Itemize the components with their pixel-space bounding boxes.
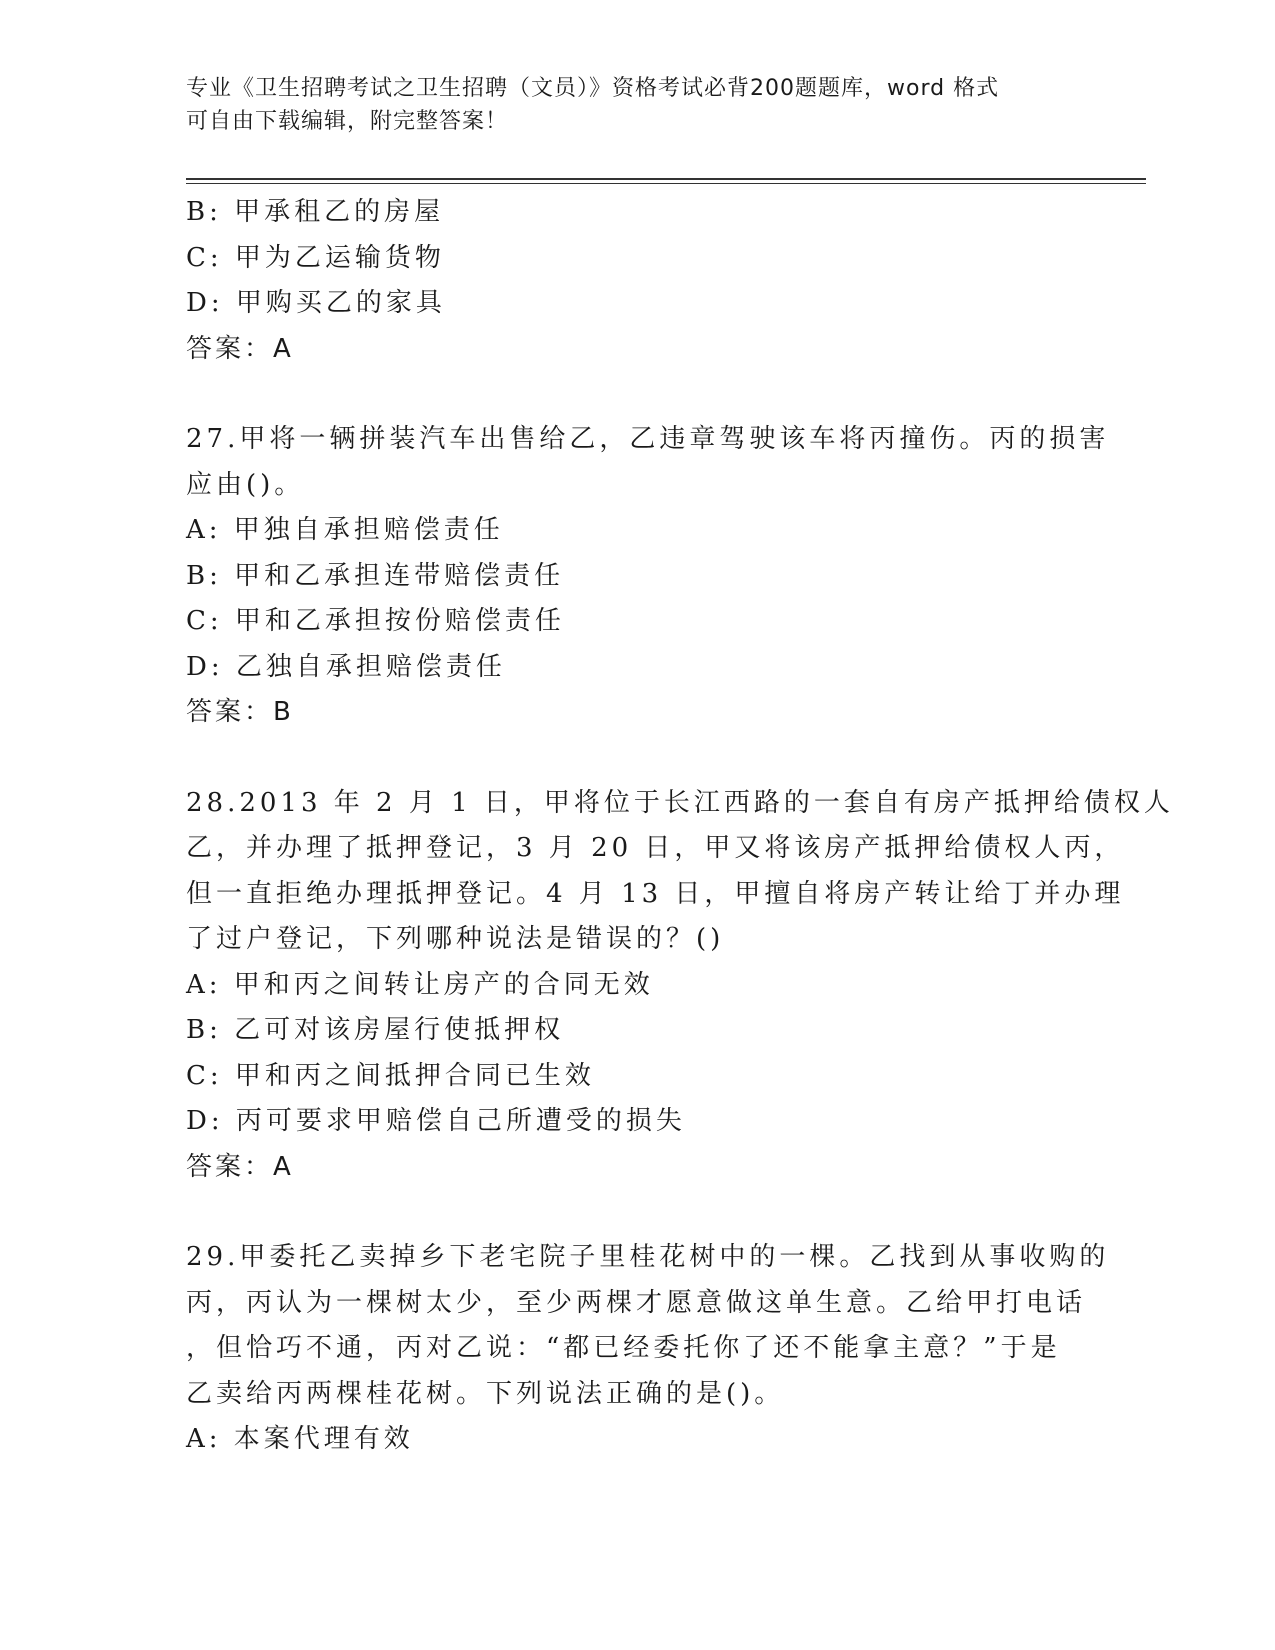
header-divider-thick bbox=[186, 178, 1146, 180]
option-d: D: 甲购买乙的家具 bbox=[186, 288, 446, 318]
question-text-line: 了过户登记，下列哪种说法是错误的？() bbox=[186, 924, 725, 954]
question-block-27 bbox=[186, 417, 1110, 736]
question-list bbox=[186, 190, 1174, 1463]
document-header bbox=[186, 72, 1066, 138]
answer-line: 答案：A bbox=[186, 333, 294, 364]
option-b: B: 甲和乙承担连带赔偿责任 bbox=[186, 560, 565, 591]
question-text-line: 27.甲将一辆拼装汽车出售给乙，乙违章驾驶该车将丙撞伤。丙的损害 bbox=[186, 424, 1110, 454]
question-text-line: 乙卖给丙两棵桂花树。下列说法正确的是()。 bbox=[186, 1378, 785, 1409]
question-block-26 bbox=[186, 190, 1086, 372]
question-text-line: 但一直拒绝办理抵押登记。4 月 13 日，甲擅自将房产转让给丁并办理 bbox=[186, 878, 1125, 909]
question-text-line: ，但恰巧不通，丙对乙说：“都已经委托你了还不能拿主意？”于是 bbox=[186, 1333, 1061, 1363]
question-text-line: 28.2013 年 2 月 1 日，甲将位于长江西路的一套自有房产抵押给债权人 bbox=[186, 787, 1174, 818]
question-text-line: 应由()。 bbox=[186, 469, 305, 500]
header-line-2: 可自由下载编辑，附完整答案！ bbox=[186, 109, 509, 134]
question-block-29 bbox=[186, 1235, 1110, 1463]
option-c: C: 甲和丙之间抵押合同已生效 bbox=[186, 1060, 595, 1091]
option-c: C: 甲为乙运输货物 bbox=[186, 242, 445, 273]
answer-line: 答案：B bbox=[186, 697, 294, 727]
question-text-line: 乙，并办理了抵押登记，3 月 20 日，甲又将该房产抵押给债权人丙， bbox=[186, 833, 1125, 863]
question-text-line: 29.甲委托乙卖掉乡下老宅院子里桂花树中的一棵。乙找到从事收购的 bbox=[186, 1242, 1110, 1272]
option-d: D: 乙独自承担赔偿责任 bbox=[186, 651, 506, 682]
option-d: D: 丙可要求甲赔偿自己所遭受的损失 bbox=[186, 1106, 686, 1136]
question-block-28 bbox=[186, 781, 1174, 1191]
option-c: C: 甲和乙承担按份赔偿责任 bbox=[186, 606, 565, 636]
header-line-1: 专业《卫生招聘考试之卫生招聘（文员）》资格考试必背200题题库，word 格式 bbox=[186, 76, 1000, 101]
option-a: A: 甲独自承担赔偿责任 bbox=[186, 515, 504, 545]
option-b: B: 乙可对该房屋行使抵押权 bbox=[186, 1015, 565, 1045]
option-a: A: 甲和丙之间转让房产的合同无效 bbox=[186, 969, 654, 1000]
option-b: B: 甲承租乙的房屋 bbox=[186, 197, 445, 227]
option-a: A: 本案代理有效 bbox=[186, 1424, 414, 1454]
answer-line: 答案：A bbox=[186, 1151, 294, 1182]
question-text-line: 丙，丙认为一棵树太少，至少两棵才愿意做这单生意。乙给甲打电话 bbox=[186, 1287, 1087, 1318]
header-divider-thin bbox=[186, 183, 1146, 184]
